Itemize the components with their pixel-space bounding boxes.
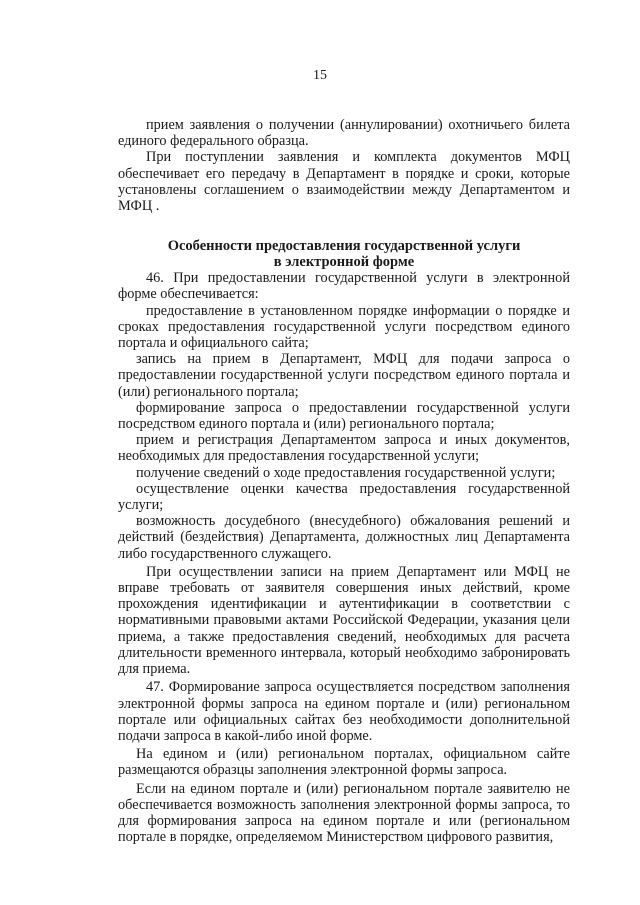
list-item: прием и регистрация Департаментом запроса и иных документов, необходимых для предоставления государственной услуги; <box>118 432 570 465</box>
section-heading-line1: Особенности предоставления государственной услуги <box>167 238 521 255</box>
paragraph: На едином и (или) региональном порталах, официальном сайте размещаются образцы заполнения электронной формы запроса. <box>118 746 570 779</box>
list-item: формирование запроса о предоставлении государственной услуги посредством единого портала и (или) регионального портала; <box>118 399 570 433</box>
section-heading <box>118 238 570 270</box>
paragraph: Если на едином портале и (или) региональном портале заявителю не обеспечивается возможность заполнения электронной формы запроса, то для формирования запроса на едином портале и или (региональном портале в порядке, определяемом Министерством цифрового развития, <box>118 780 570 846</box>
section-heading-line2: в электронной форме <box>273 254 415 271</box>
list-item: запись на прием в Департамент, МФЦ для подачи запроса о предоставлении государственной услуги посредством единого портала и (или) регионального портала; <box>118 351 570 400</box>
list-item: предоставление в установленном порядке информации о порядке и сроках предоставления государственной услуги посредством единого портала и официального сайта; <box>118 302 570 352</box>
paragraph-46: 46. При предоставлении государственной услуги в электронной форме обеспечивается: <box>118 270 570 303</box>
paragraph: При поступлении заявления и комплекта документов МФЦ обеспечивает его передачу в Департамент в порядке и сроки, которые установлены соглашением о взаимодействии между Департаментом и МФЦ . <box>118 149 570 215</box>
list-item: получение сведений о ходе предоставления государственной услуги; <box>136 464 556 481</box>
list-item: возможность досудебного (внесудебного) обжалования решений и действий (бездействия) Департамента, должностных лиц Департамента либо государственного служащего. <box>118 513 570 562</box>
paragraph: прием заявления о получении (аннулировании) охотничьего билета единого федерального образца. <box>118 117 570 150</box>
document-body <box>118 117 570 845</box>
list-item: осуществление оценки качества предоставления государственной услуги; <box>118 480 570 514</box>
paragraph: При осуществлении записи на прием Департамент или МФЦ не вправе требовать от заявителя совершения иных действий, кроме прохождения идентификации и аутентификации в соответствии с нормативными правовыми актами Российской Федерации, указания цели приема, а также предоставления сведений, необходимых для расчета длительности временного интервала, который необходимо забронировать для приема. <box>118 563 570 678</box>
page-number: 15 <box>313 68 327 83</box>
paragraph-47: 47. Формирование запроса осуществляется посредством заполнения электронной формы запроса на едином портале и (или) региональном портале или официальных сайтах без необходимости дополнительной подачи запроса в какой-либо иной форме. <box>118 679 570 744</box>
